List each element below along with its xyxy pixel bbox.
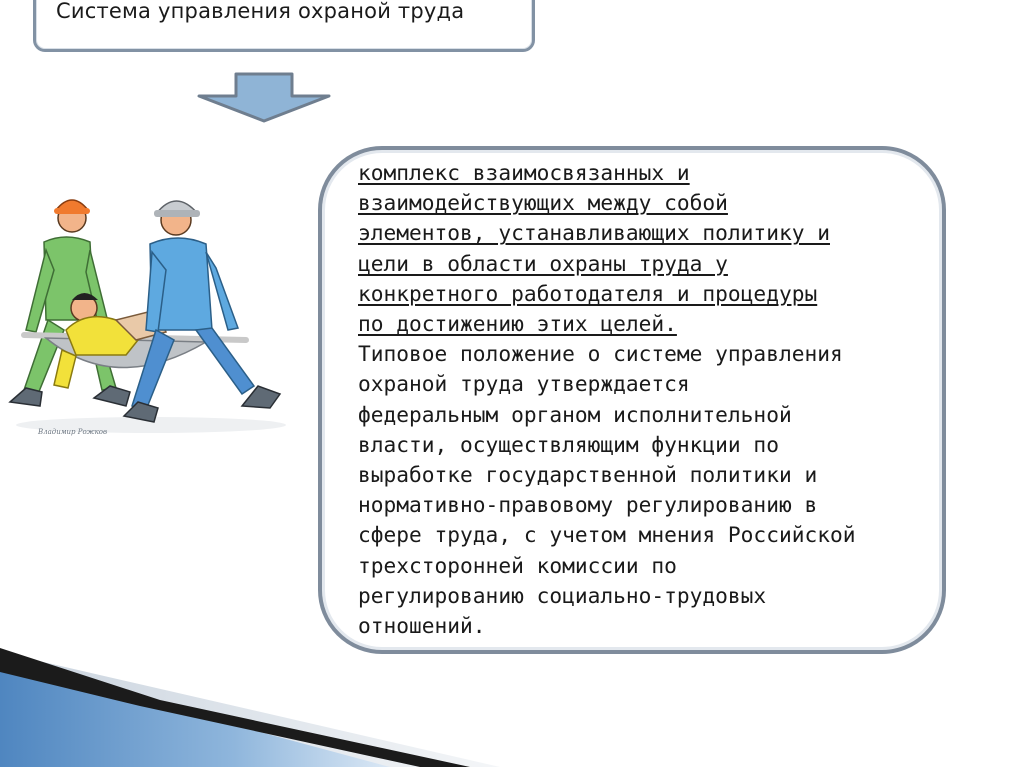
definition-line: цели в области охраны труда у [358, 250, 728, 276]
body-line: сфере труда, с учетом мнения Российской [358, 522, 856, 548]
definition-line: комплекс взаимосвязанных и [358, 160, 690, 185]
body-line: Типовое положение о системе управления [358, 341, 843, 367]
definition-line: по достижению этих целей. [358, 311, 677, 337]
title-box [33, 0, 535, 52]
definition-box [318, 146, 946, 654]
body-line: регулированию социально-трудовых [358, 582, 767, 608]
svg-text:Владимир Рожков: Владимир Рожков [38, 428, 108, 436]
body-line: выработке государственной политики и [358, 462, 818, 488]
definition-line: конкретного работодателя и процедуры [358, 280, 818, 306]
body-line: отношений. [358, 613, 486, 639]
definition-text [358, 158, 918, 641]
body-line: трехсторонней комиссии по [358, 552, 677, 578]
body-line: власти, осуществляющим функции по [358, 431, 779, 457]
slide-title: Система управления охраной труда [56, 0, 465, 23]
body-line: охраной труда утверждается [358, 371, 690, 397]
definition-line: элементов, устанавливающих политику и [358, 220, 830, 246]
workers-carrying-stretcher-illustration [6, 180, 296, 440]
body-line: нормативно-правовому регулированию в [358, 492, 818, 518]
down-arrow-icon [196, 72, 332, 124]
right-worker-figure [124, 201, 280, 422]
body-line: федеральным органом исполнительной [358, 401, 792, 427]
definition-line: взаимодействующих между собой [358, 190, 728, 216]
